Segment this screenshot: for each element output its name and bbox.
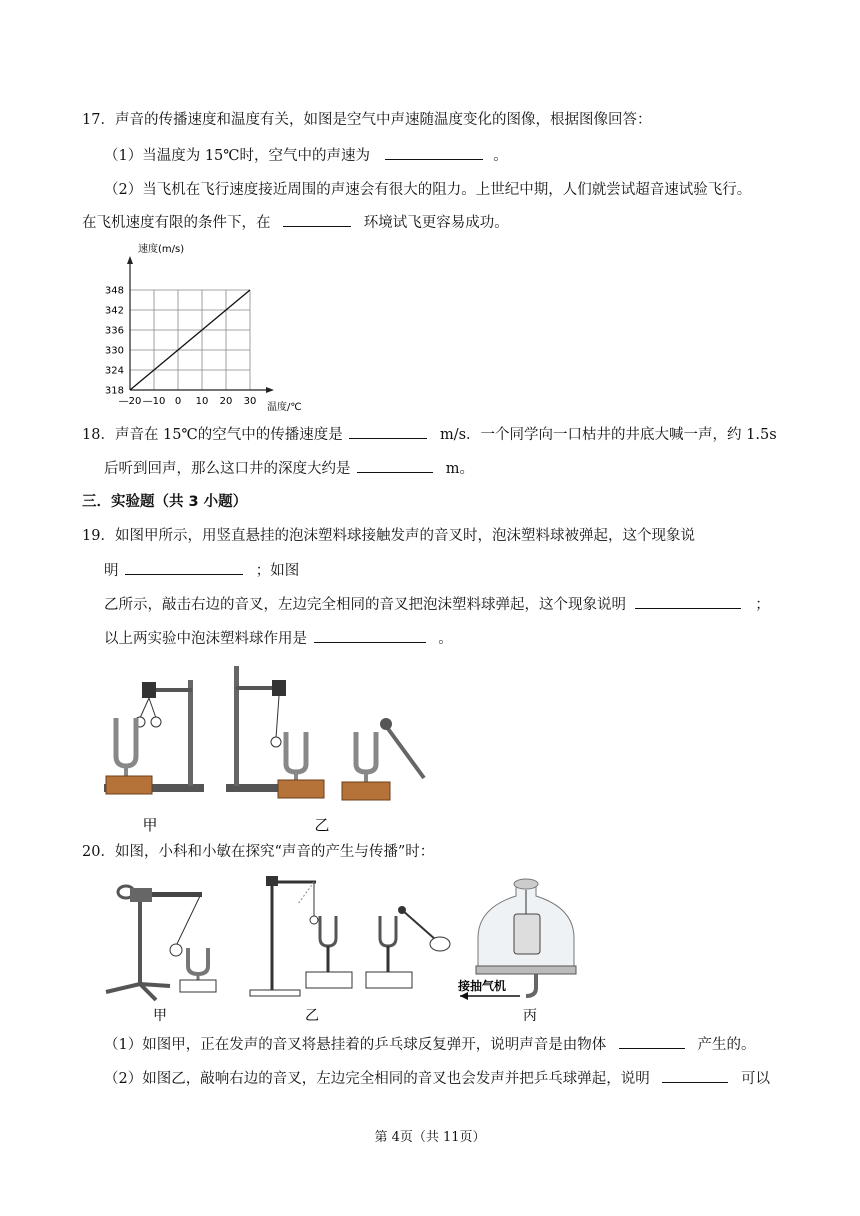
- x-tick-label: 30: [243, 396, 257, 407]
- x-tick-label: —10: [142, 396, 166, 407]
- q19-label-jia: 甲: [142, 816, 158, 834]
- chart-series: [130, 290, 250, 390]
- q17-stem: 17．声音的传播速度和温度有关，如图是空气中声速随温度变化的图像，根据图像回答：: [82, 112, 652, 128]
- q17-part2-line2: [82, 212, 509, 233]
- q19-blank1[interactable]: [125, 560, 243, 575]
- tuning-fork-jia: [106, 718, 152, 794]
- q17-part2-blank[interactable]: [283, 212, 351, 227]
- q20-stem: 20．如图，小科和小敏在探究“声音的产生与传播”时：: [82, 844, 435, 860]
- q17-part2-text: 在飞机速度有限的条件下，在: [82, 215, 271, 231]
- section-heading: 三．实验题（共 3 小题）: [82, 494, 248, 510]
- q19-blank3[interactable]: [314, 628, 426, 643]
- pump-label: 接抽气机: [458, 979, 507, 993]
- stand-jia: [104, 680, 204, 792]
- q20-label-yi: 乙: [305, 1008, 319, 1024]
- q18-line2: [104, 458, 474, 479]
- q20-part2: [104, 1068, 770, 1089]
- x-tick-label: 0: [174, 396, 182, 407]
- q20-part1-end: 产生的。: [697, 1037, 756, 1053]
- x-tick-label: 10: [195, 396, 209, 407]
- phone-icon: [514, 914, 540, 954]
- chart-ylabel: 速度(m/s): [138, 244, 185, 255]
- x-tick-label: —20: [118, 396, 142, 407]
- speed-temperature-chart: [100, 238, 302, 414]
- q18-depth-blank[interactable]: [357, 458, 433, 473]
- q20-part1-blank[interactable]: [619, 1034, 685, 1049]
- q20-experiment-figure: [100, 866, 584, 1026]
- tuning-fork-yi-right: [342, 718, 424, 800]
- q18-line1: [82, 424, 777, 445]
- x-axis-arrow: [266, 387, 274, 393]
- q20-part2-text: （2）如图乙，敲响右边的音叉，左边完全相同的音叉也会发声并把乒乓球弹起，说明: [104, 1071, 650, 1087]
- q17-part1: [104, 145, 508, 166]
- stand-yi-20: [250, 876, 450, 996]
- q18-speed-blank[interactable]: [349, 424, 427, 439]
- q19-line4-text: 以上两实验中泡沫塑料球作用是: [104, 631, 307, 647]
- q19-line3-rest: ；: [755, 597, 770, 613]
- q20-label-jia: 甲: [153, 1008, 167, 1024]
- q19-line1: 19．如图甲所示，用竖直悬挂的泡沫塑料球接触发声的音叉时，泡沫塑料球被弹起，这个现象说: [82, 528, 695, 544]
- stand-jia-20: [106, 886, 216, 1000]
- q19-line2: [104, 560, 299, 581]
- y-axis-arrow: [127, 256, 133, 264]
- q17-part2-line1: （2）当飞机在飞行速度接近周围的声速会有很大的阻力。上世纪中期，人们就尝试超音速试验飞行。: [104, 182, 752, 198]
- y-tick-label: 342: [104, 305, 124, 317]
- q19-line2-text: 明: [104, 563, 119, 579]
- chart-axes: [127, 256, 274, 393]
- q19-line3: [104, 594, 770, 615]
- q18-line2-text: 后听到回声，那么这口井的深度大约是: [104, 461, 351, 477]
- q20-part2-blank[interactable]: [662, 1068, 728, 1083]
- q19-line3-text: 乙所示，敲击右边的音叉，左边完全相同的音叉把泡沫塑料球弹起，这个现象说明: [104, 597, 626, 613]
- y-tick-label: 330: [104, 345, 124, 357]
- q20-part1: [104, 1034, 755, 1055]
- y-tick-label: 318: [104, 385, 124, 397]
- q19-line2-rest: ；如图: [255, 563, 300, 579]
- page-footer: 第 4页（共 11页）: [374, 1130, 486, 1145]
- q18-line1-text: 18．声音在 15℃的空气中的传播速度是: [82, 427, 343, 443]
- series-line: [130, 290, 250, 390]
- y-tick-label: 348: [104, 285, 124, 297]
- q19-blank2[interactable]: [635, 594, 741, 609]
- q20-label-bing: 丙: [523, 1008, 537, 1024]
- q19-line4-rest: 。: [438, 631, 453, 647]
- tuning-fork-yi-left: [278, 732, 324, 798]
- q17-part2-end: 环境试飞更容易成功。: [363, 215, 509, 231]
- chart-xlabel: 温度/℃: [267, 402, 302, 413]
- q20-part2-end: 可以: [740, 1071, 770, 1087]
- q17-part1-blank[interactable]: [385, 145, 483, 160]
- q19-label-yi: 乙: [314, 816, 330, 834]
- q20-part1-text: （1）如图甲，正在发声的音叉将悬挂着的乒乓球反复弹开，说明声音是由物体: [104, 1037, 607, 1053]
- q19-tuning-fork-figure: [100, 660, 430, 836]
- y-tick-label: 336: [104, 325, 124, 337]
- x-tick-label: 20: [219, 396, 233, 407]
- y-tick-label: 324: [104, 365, 124, 377]
- q17-part1-end: 。: [493, 148, 508, 164]
- q17-part1-text: （1）当温度为 15℃时，空气中的声速为: [104, 148, 371, 164]
- q18-line2-rest: m。: [445, 461, 474, 477]
- q19-line4: [104, 628, 453, 649]
- q18-line1-rest: m/s．一个同学向一口枯井的井底大喊一声，约 1.5s: [439, 427, 777, 443]
